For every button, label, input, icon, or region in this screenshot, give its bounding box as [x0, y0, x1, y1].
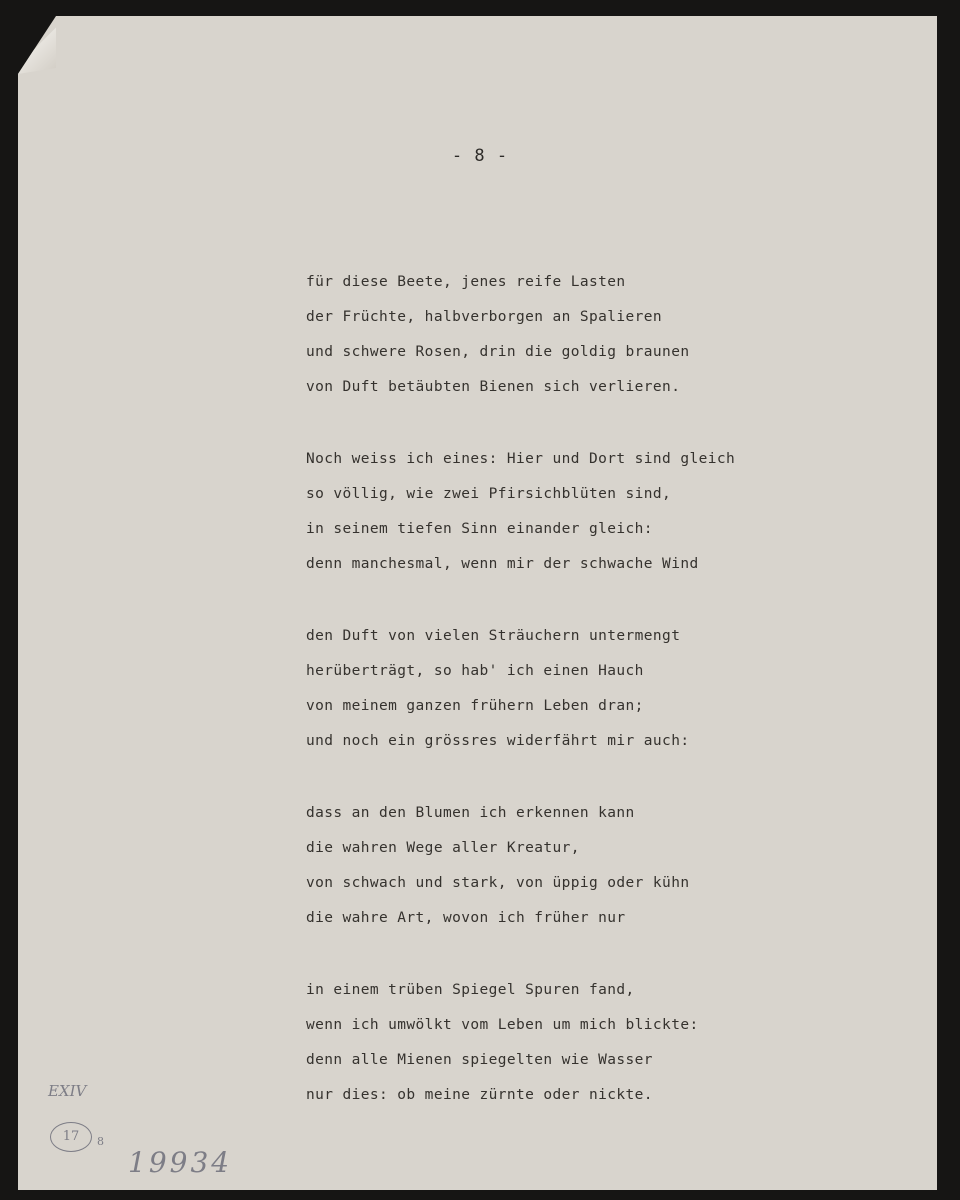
stanza	[306, 447, 866, 587]
circled-number: 17	[50, 1122, 92, 1152]
small-mark: 8	[97, 1135, 104, 1148]
poem-line: und schwere Rosen, drin die goldig braunen	[306, 344, 690, 360]
poem-line: von Duft betäubten Bienen sich verlieren.	[306, 379, 681, 395]
poem-line: denn manchesmal, wenn mir der schwache Wind	[306, 556, 699, 572]
poem-line: herüberträgt, so hab' ich einen Hauch	[306, 663, 644, 679]
stanza	[306, 270, 866, 410]
stanza	[306, 624, 866, 764]
poem-line: denn alle Mienen spiegelten wie Wasser	[306, 1052, 653, 1068]
poem-line: und noch ein grössres widerfährt mir auch:	[306, 733, 690, 749]
poem-line: so völlig, wie zwei Pfirsichblüten sind,	[306, 486, 672, 502]
stanza	[306, 801, 866, 941]
poem-line: wenn ich umwölkt vom Leben um mich blickte:	[306, 1017, 699, 1033]
poem-line: dass an den Blumen ich erkennen kann	[306, 805, 635, 821]
poem-line: der Früchte, halbverborgen an Spalieren	[306, 309, 663, 325]
poem-text	[306, 270, 866, 1155]
poem-line: von meinem ganzen frühern Leben dran;	[306, 698, 644, 714]
folded-corner	[18, 16, 58, 76]
poem-line: in einem trüben Spiegel Spuren fand,	[306, 982, 635, 998]
poem-line: die wahren Wege aller Kreatur,	[306, 840, 580, 856]
page-number: - 8 -	[451, 146, 509, 166]
stanza	[306, 978, 866, 1118]
poem-line: in seinem tiefen Sinn einander gleich:	[306, 521, 653, 537]
poem-line: von schwach und stark, von üppig oder kühn	[306, 875, 690, 891]
poem-line: die wahre Art, wovon ich früher nur	[306, 910, 626, 926]
poem-line: Noch weiss ich eines: Hier und Dort sind gleich	[306, 451, 736, 467]
inventory-number: 19934	[128, 1146, 233, 1179]
poem-line: für diese Beete, jenes reife Lasten	[306, 274, 626, 290]
poem-line: den Duft von vielen Sträuchern untermengt	[306, 628, 681, 644]
archive-mark: EXIV	[48, 1082, 87, 1100]
poem-line: nur dies: ob meine zürnte oder nickte.	[306, 1087, 653, 1103]
